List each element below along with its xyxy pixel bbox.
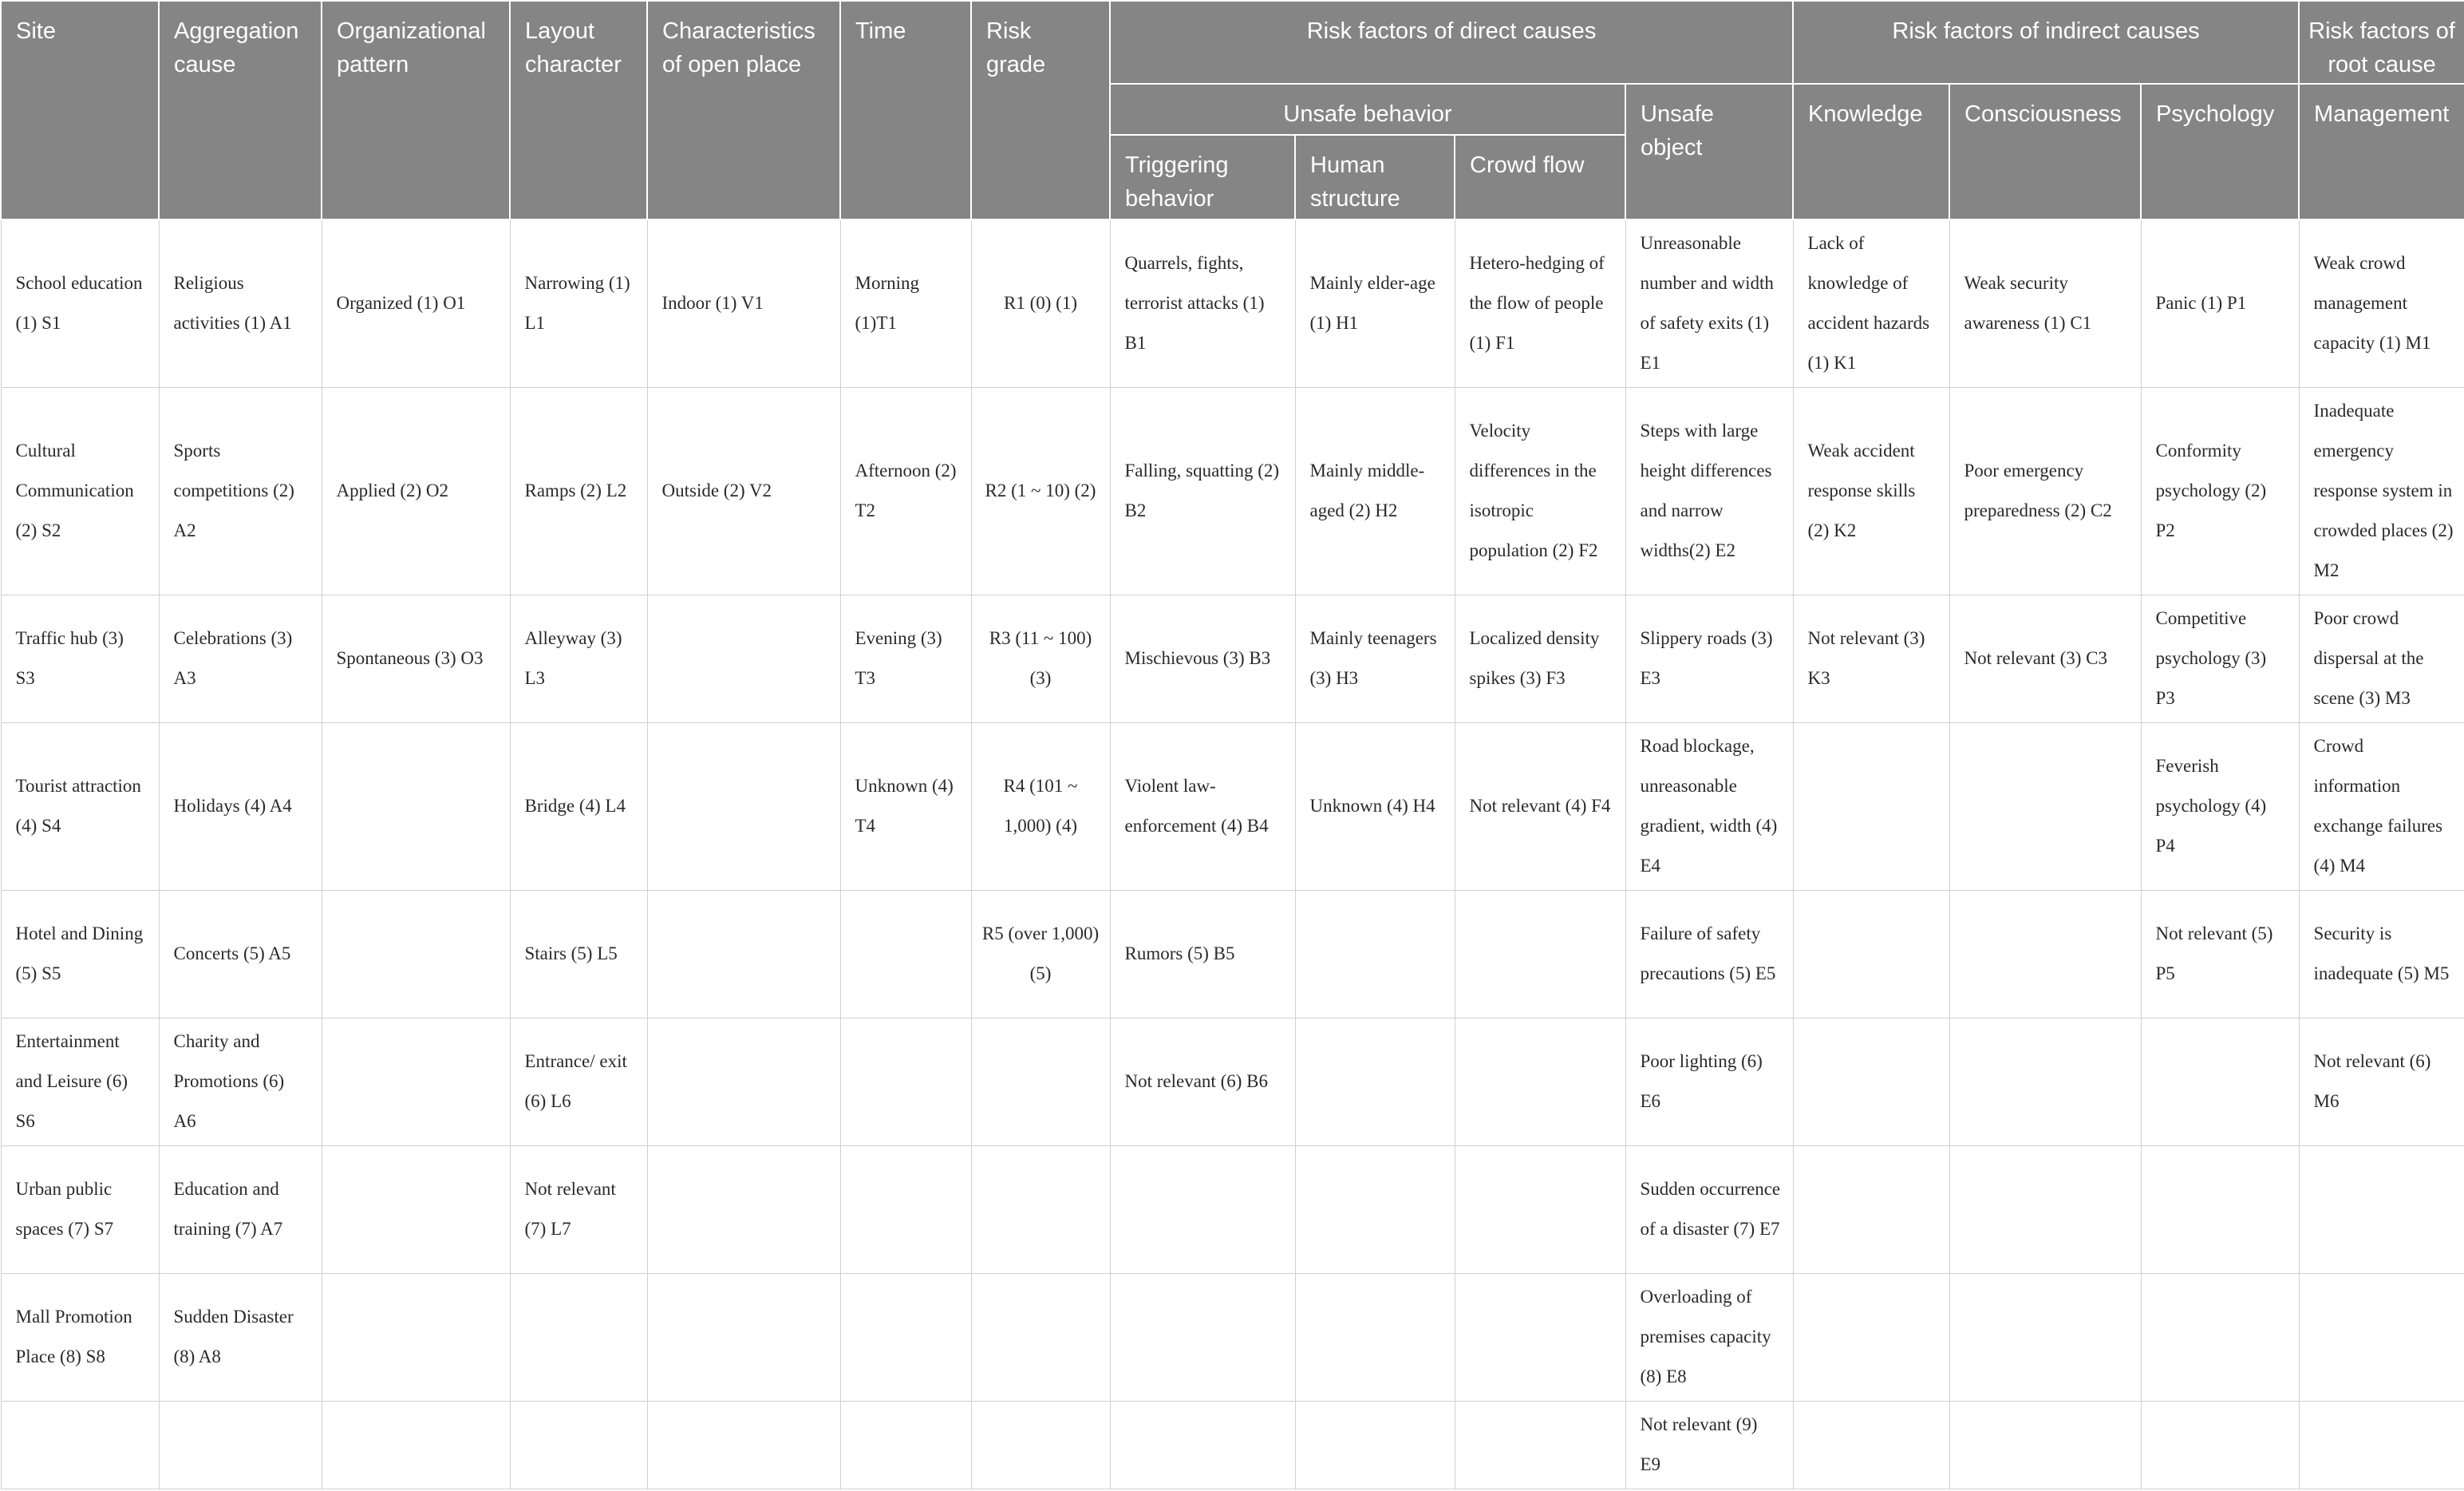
cell-triggering-behavior: Rumors (5) B5 (1110, 890, 1295, 1018)
cell-management (2299, 1273, 2464, 1401)
cell-aggregation-cause (159, 1401, 322, 1489)
cell-open-place: Outside (2) V2 (647, 387, 840, 595)
cell-knowledge (1793, 1018, 1949, 1145)
cell-open-place (647, 1273, 840, 1401)
cell-organizational-pattern (322, 1018, 510, 1145)
cell-triggering-behavior: Quarrels, fights, terrorist attacks (1) B1 (1110, 219, 1295, 387)
cell-aggregation-cause: Sudden Disaster (8) A8 (159, 1273, 322, 1401)
header-unsafe-object: Unsafe object (1625, 84, 1793, 219)
cell-site: School education (1) S1 (1, 219, 159, 387)
cell-layout-character (510, 1273, 647, 1401)
cell-crowd-flow: Velocity differences in the isotropic population (2) F2 (1455, 387, 1625, 595)
table-row (1, 595, 2464, 722)
cell-consciousness (1949, 722, 2141, 890)
cell-unsafe-object: Overloading of premises capacity (8) E8 (1625, 1273, 1793, 1401)
cell-risk-grade (971, 1273, 1110, 1401)
cell-unsafe-object: Road blockage, unreasonable gradient, width (4) E4 (1625, 722, 1793, 890)
header-crowd-flow: Crowd flow (1455, 135, 1625, 219)
cell-risk-grade: R1 (0) (1) (971, 219, 1110, 387)
cell-time (840, 1018, 971, 1145)
header-management: Management (2299, 84, 2464, 219)
cell-open-place: Indoor (1) V1 (647, 219, 840, 387)
cell-site: Entertainment and Leisure (6) S6 (1, 1018, 159, 1145)
header-consciousness: Consciousness (1949, 84, 2141, 219)
cell-knowledge: Weak accident response skills (2) K2 (1793, 387, 1949, 595)
cell-organizational-pattern: Spontaneous (3) O3 (322, 595, 510, 722)
cell-triggering-behavior (1110, 1401, 1295, 1489)
cell-site (1, 1401, 159, 1489)
table-header (1, 1, 2464, 219)
cell-unsafe-object: Sudden occurrence of a disaster (7) E7 (1625, 1145, 1793, 1273)
cell-open-place (647, 722, 840, 890)
header-knowledge: Knowledge (1793, 84, 1949, 219)
cell-human-structure (1295, 1401, 1455, 1489)
cell-aggregation-cause: Concerts (5) A5 (159, 890, 322, 1018)
cell-layout-character: Alleyway (3) L3 (510, 595, 647, 722)
cell-time (840, 1401, 971, 1489)
cell-site: Cultural Communication (2) S2 (1, 387, 159, 595)
cell-time: Morning (1)T1 (840, 219, 971, 387)
cell-crowd-flow (1455, 1401, 1625, 1489)
cell-unsafe-object: Not relevant (9) E9 (1625, 1401, 1793, 1489)
cell-psychology: Feverish psychology (4) P4 (2141, 722, 2299, 890)
header-psychology: Psychology (2141, 84, 2299, 219)
cell-open-place (647, 1018, 840, 1145)
cell-human-structure: Mainly elder-age (1) H1 (1295, 219, 1455, 387)
cell-management: Inadequate emergency response system in crowded places (2) M2 (2299, 387, 2464, 595)
table-body (1, 219, 2464, 1489)
header-row-1 (1, 1, 2464, 84)
cell-unsafe-object: Failure of safety precautions (5) E5 (1625, 890, 1793, 1018)
cell-knowledge (1793, 1145, 1949, 1273)
cell-aggregation-cause: Education and training (7) A7 (159, 1145, 322, 1273)
cell-risk-grade (971, 1401, 1110, 1489)
cell-human-structure (1295, 890, 1455, 1018)
header-human-structure: Human structure (1295, 135, 1455, 219)
table-row (1, 890, 2464, 1018)
header-site: Site (1, 1, 159, 219)
cell-organizational-pattern: Organized (1) O1 (322, 219, 510, 387)
cell-site: Traffic hub (3) S3 (1, 595, 159, 722)
cell-aggregation-cause: Religious activities (1) A1 (159, 219, 322, 387)
cell-time: Evening (3) T3 (840, 595, 971, 722)
cell-consciousness (1949, 1018, 2141, 1145)
cell-organizational-pattern (322, 1145, 510, 1273)
cell-aggregation-cause: Holidays (4) A4 (159, 722, 322, 890)
cell-human-structure: Unknown (4) H4 (1295, 722, 1455, 890)
cell-organizational-pattern (322, 890, 510, 1018)
cell-site: Mall Promotion Place (8) S8 (1, 1273, 159, 1401)
cell-site: Tourist attraction (4) S4 (1, 722, 159, 890)
cell-management: Crowd information exchange failures (4) M4 (2299, 722, 2464, 890)
cell-time (840, 1145, 971, 1273)
cell-management: Not relevant (6) M6 (2299, 1018, 2464, 1145)
cell-triggering-behavior: Falling, squatting (2) B2 (1110, 387, 1295, 595)
cell-risk-grade: R3 (11 ~ 100) (3) (971, 595, 1110, 722)
cell-unsafe-object: Slippery roads (3) E3 (1625, 595, 1793, 722)
header-direct-causes: Risk factors of direct causes (1110, 1, 1793, 84)
cell-organizational-pattern (322, 722, 510, 890)
cell-aggregation-cause: Celebrations (3) A3 (159, 595, 322, 722)
cell-management (2299, 1401, 2464, 1489)
table-row (1, 1145, 2464, 1273)
cell-aggregation-cause: Sports competitions (2) A2 (159, 387, 322, 595)
table-row (1, 722, 2464, 890)
cell-risk-grade: R5 (over 1,000) (5) (971, 890, 1110, 1018)
header-open-place: Characteristics of open place (647, 1, 840, 219)
cell-triggering-behavior: Violent law-enforcement (4) B4 (1110, 722, 1295, 890)
cell-time: Unknown (4) T4 (840, 722, 971, 890)
cell-management: Weak crowd management capacity (1) M1 (2299, 219, 2464, 387)
cell-organizational-pattern (322, 1401, 510, 1489)
cell-open-place (647, 1145, 840, 1273)
cell-knowledge (1793, 1401, 1949, 1489)
cell-layout-character: Ramps (2) L2 (510, 387, 647, 595)
cell-human-structure: Mainly middle-aged (2) H2 (1295, 387, 1455, 595)
cell-human-structure: Mainly teenagers (3) H3 (1295, 595, 1455, 722)
cell-knowledge (1793, 890, 1949, 1018)
cell-organizational-pattern (322, 1273, 510, 1401)
cell-organizational-pattern: Applied (2) O2 (322, 387, 510, 595)
cell-crowd-flow (1455, 1018, 1625, 1145)
cell-consciousness (1949, 1145, 2141, 1273)
header-risk-grade: Risk grade (971, 1, 1110, 219)
cell-management (2299, 1145, 2464, 1273)
header-indirect-causes: Risk factors of indirect causes (1793, 1, 2299, 84)
cell-site: Hotel and Dining (5) S5 (1, 890, 159, 1018)
cell-consciousness (1949, 1273, 2141, 1401)
cell-psychology (2141, 1018, 2299, 1145)
cell-consciousness: Poor emergency preparedness (2) C2 (1949, 387, 2141, 595)
cell-psychology (2141, 1401, 2299, 1489)
cell-site: Urban public spaces (7) S7 (1, 1145, 159, 1273)
cell-risk-grade: R2 (1 ~ 10) (2) (971, 387, 1110, 595)
cell-management: Security is inadequate (5) M5 (2299, 890, 2464, 1018)
cell-open-place (647, 1401, 840, 1489)
header-root-cause: Risk factors of root cause (2299, 1, 2464, 84)
cell-triggering-behavior: Mischievous (3) B3 (1110, 595, 1295, 722)
cell-psychology: Competitive psychology (3) P3 (2141, 595, 2299, 722)
cell-knowledge (1793, 1273, 1949, 1401)
header-organizational-pattern: Organizational pattern (322, 1, 510, 219)
cell-psychology: Conformity psychology (2) P2 (2141, 387, 2299, 595)
cell-human-structure (1295, 1273, 1455, 1401)
cell-risk-grade (971, 1018, 1110, 1145)
cell-management: Poor crowd dispersal at the scene (3) M3 (2299, 595, 2464, 722)
cell-layout-character: Stairs (5) L5 (510, 890, 647, 1018)
cell-psychology: Not relevant (5) P5 (2141, 890, 2299, 1018)
header-triggering-behavior: Triggering behavior (1110, 135, 1295, 219)
table-row (1, 1273, 2464, 1401)
cell-time: Afternoon (2) T2 (840, 387, 971, 595)
cell-time (840, 890, 971, 1018)
cell-psychology (2141, 1145, 2299, 1273)
cell-unsafe-object: Poor lighting (6) E6 (1625, 1018, 1793, 1145)
cell-unsafe-object: Unreasonable number and width of safety exits (1) E1 (1625, 219, 1793, 387)
cell-layout-character: Bridge (4) L4 (510, 722, 647, 890)
header-layout-character: Layout character (510, 1, 647, 219)
cell-human-structure (1295, 1018, 1455, 1145)
cell-layout-character (510, 1401, 647, 1489)
cell-crowd-flow (1455, 890, 1625, 1018)
header-aggregation-cause: Aggregation cause (159, 1, 322, 219)
cell-time (840, 1273, 971, 1401)
cell-crowd-flow (1455, 1145, 1625, 1273)
header-unsafe-behavior: Unsafe behavior (1110, 84, 1625, 135)
cell-layout-character: Entrance/ exit (6) L6 (510, 1018, 647, 1145)
cell-psychology (2141, 1273, 2299, 1401)
cell-layout-character: Narrowing (1) L1 (510, 219, 647, 387)
cell-risk-grade: R4 (101 ~ 1,000) (4) (971, 722, 1110, 890)
cell-consciousness (1949, 1401, 2141, 1489)
cell-consciousness: Weak security awareness (1) C1 (1949, 219, 2141, 387)
cell-consciousness: Not relevant (3) C3 (1949, 595, 2141, 722)
table-row (1, 1401, 2464, 1489)
cell-aggregation-cause: Charity and Promotions (6) A6 (159, 1018, 322, 1145)
cell-open-place (647, 890, 840, 1018)
cell-crowd-flow: Hetero-hedging of the flow of people (1) F1 (1455, 219, 1625, 387)
cell-knowledge (1793, 722, 1949, 890)
cell-risk-grade (971, 1145, 1110, 1273)
header-time: Time (840, 1, 971, 219)
cell-triggering-behavior: Not relevant (6) B6 (1110, 1018, 1295, 1145)
cell-layout-character: Not relevant (7) L7 (510, 1145, 647, 1273)
cell-crowd-flow (1455, 1273, 1625, 1401)
cell-knowledge: Not relevant (3) K3 (1793, 595, 1949, 722)
cell-open-place (647, 595, 840, 722)
cell-knowledge: Lack of knowledge of accident hazards (1) K1 (1793, 219, 1949, 387)
cell-triggering-behavior (1110, 1273, 1295, 1401)
cell-crowd-flow: Not relevant (4) F4 (1455, 722, 1625, 890)
cell-human-structure (1295, 1145, 1455, 1273)
cell-psychology: Panic (1) P1 (2141, 219, 2299, 387)
cell-consciousness (1949, 890, 2141, 1018)
table-row (1, 1018, 2464, 1145)
table-row (1, 219, 2464, 387)
cell-crowd-flow: Localized density spikes (3) F3 (1455, 595, 1625, 722)
cell-unsafe-object: Steps with large height differences and narrow widths(2) E2 (1625, 387, 1793, 595)
cell-triggering-behavior (1110, 1145, 1295, 1273)
table-row (1, 387, 2464, 595)
